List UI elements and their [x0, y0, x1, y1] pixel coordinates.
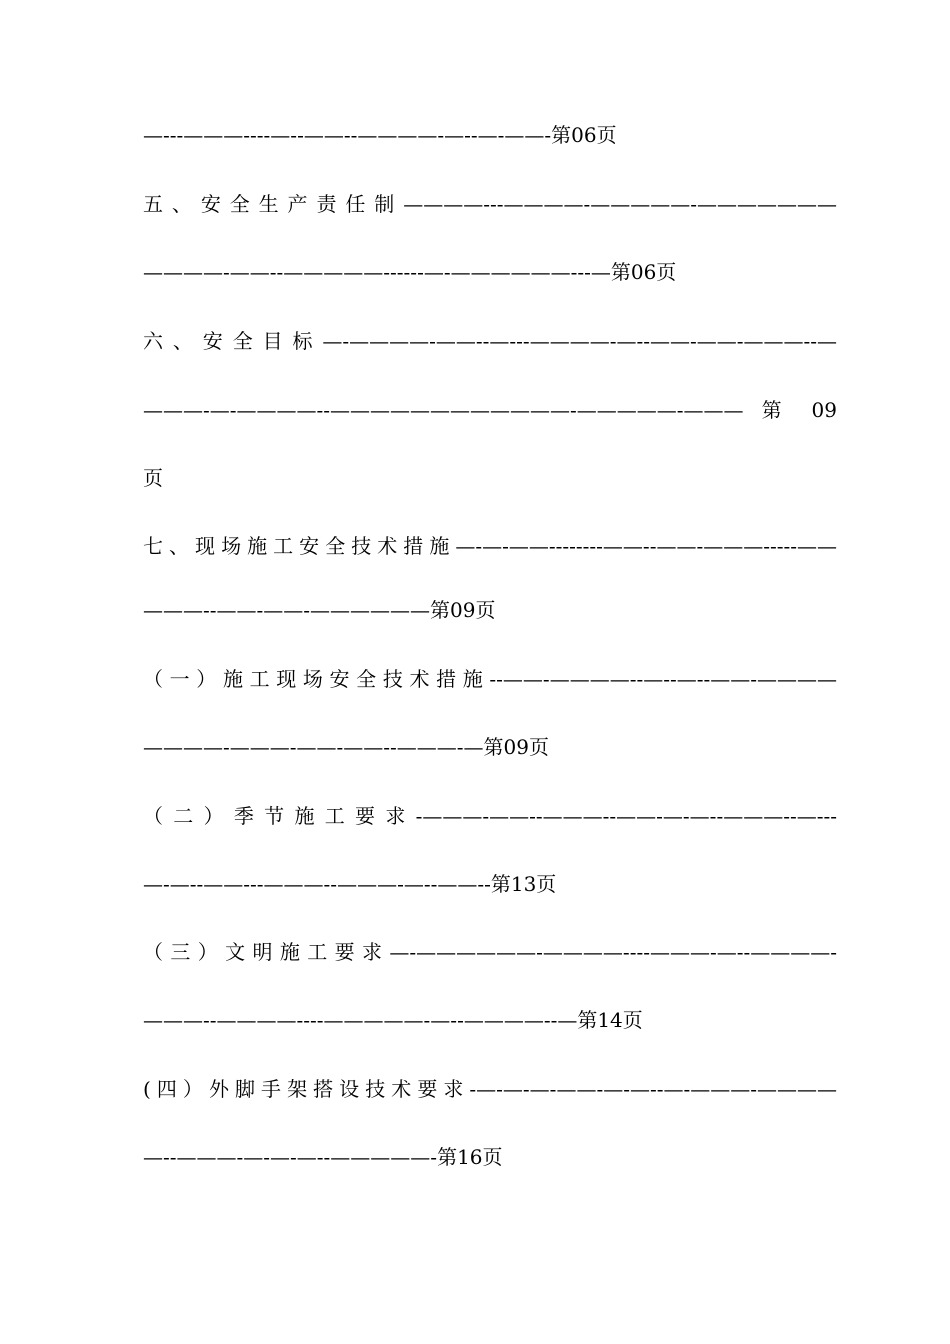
toc-line-3: ————-——--—————------—-——————---—第06页: [143, 260, 677, 284]
toc-line-14: ———--————----—————-—--————--—第14页: [143, 1008, 643, 1032]
toc-line-11: （二）季节施工要求-———-——--———--——-—-—--———--—---: [143, 804, 837, 828]
toc-line-1: —---———----—--——--————-—--—-——-第06页: [143, 123, 617, 147]
toc-line-10: ————-———-——-——--———-—第09页: [143, 735, 549, 759]
toc-line-9: （一）施工现场安全技术措施--——-————--—--—--——-————: [143, 667, 837, 691]
toc-line-13: （三）文明施工要求—-——————-————----———-—--————-: [143, 940, 837, 964]
toc-line-4: 六、安全目标—-————-——--—---————-—--——-——-———--—: [143, 329, 837, 353]
toc-line-15: (四）外脚手架搭设技术要求-—-—-—-——-—-—--—-———-————: [143, 1077, 837, 1101]
toc-line-6: 页: [143, 466, 163, 490]
toc-line-16: —--———-—-—-—--—————-第16页: [143, 1145, 503, 1169]
toc-line-12: —-—--——---———--———-—--——--第13页: [143, 872, 557, 896]
toc-line-2: 五、安全生产责任制————---————-—————-———————: [143, 192, 837, 216]
toc-line-7: 七、现场施工安全技术措施—-—-——--------——--——-———-----——: [143, 534, 837, 558]
toc-line-8: ———--——-——-——————第09页: [143, 598, 496, 622]
toc-line-5: ———-—-————--————————————-—————-——— 第 09: [143, 398, 837, 422]
